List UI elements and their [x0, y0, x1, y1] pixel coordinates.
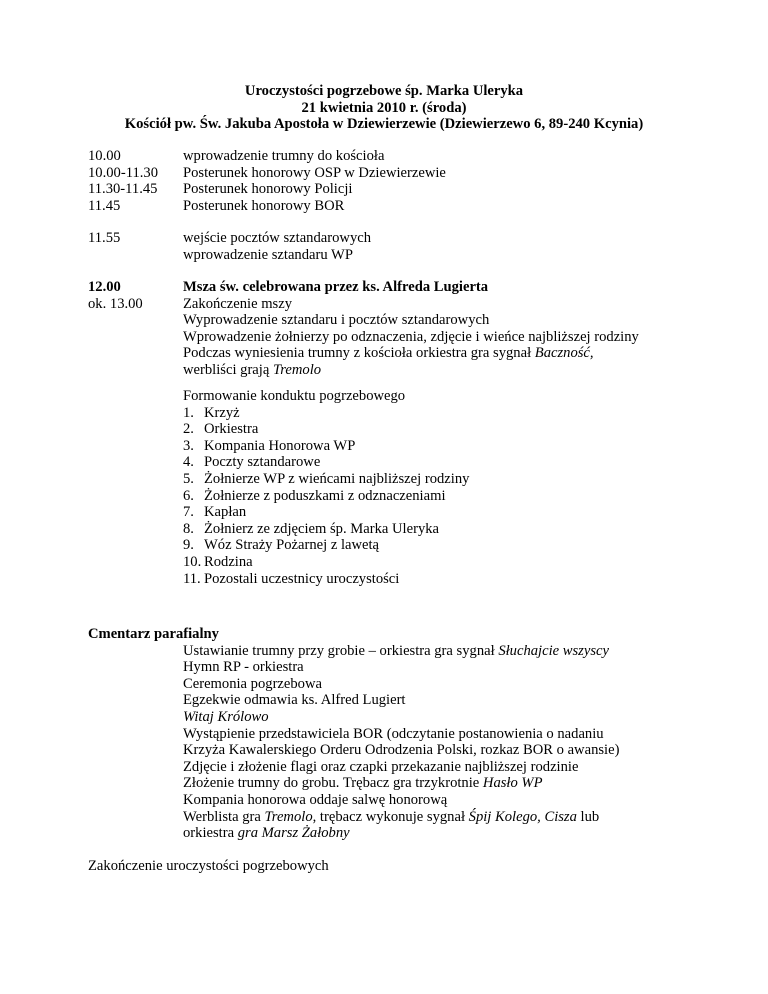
cemetery-line-text: Werblista gra: [183, 808, 265, 825]
mass-title: Msza św. celebrowana przez ks. Alfreda Lugierta: [183, 279, 489, 295]
cemetery-line-italic: Hasło WP: [482, 775, 543, 792]
mass-time: 12.00: [88, 279, 121, 295]
list-text: Kompania Honorowa WP: [204, 437, 356, 454]
mass-times: [88, 279, 183, 312]
list-number: 9.: [183, 537, 194, 554]
cemetery-line-text: orkiestra: [183, 825, 238, 842]
mass-line: [183, 345, 728, 362]
list-text: Żołnierz ze zdjęciem śp. Marka Uleryka: [204, 520, 440, 537]
cemetery-line-text: lub: [576, 808, 600, 825]
cemetery-line-text: Złożenie trumny do grobu. Trębacz gra trzykrotnie: [183, 775, 483, 792]
cemetery-line-italic: Słuchajcie wszyscy: [498, 642, 609, 659]
header-title: Uroczystości pogrzebowe śp. Marka Uleryka: [244, 83, 524, 99]
list-text: Krzyż: [204, 404, 240, 421]
schedule-time: 10.00-11.30: [88, 164, 158, 181]
mass-line: Zakończenie mszy: [183, 295, 292, 312]
mass-line: [183, 362, 728, 379]
cemetery-line-italic: gra Marsz Żałobny: [237, 825, 350, 842]
header-date: 21 kwietnia 2010 r. (środa): [301, 99, 467, 116]
cemetery-line: Egzekwie odmawia ks. Alfred Lugiert: [183, 692, 406, 709]
list-item: [183, 504, 728, 521]
list-number: 3.: [183, 437, 194, 454]
list-text: Rodzina: [204, 553, 253, 570]
list-item: [183, 438, 728, 455]
list-item: [183, 405, 728, 422]
cemetery-title: Cmentarz parafialny: [88, 626, 219, 642]
cemetery-line-text: Ustawianie trumny przy grobie – orkiestra gra sygnał: [183, 642, 499, 659]
list-number: 11.: [183, 570, 201, 587]
cemetery-line-italic: Witaj Królowo: [183, 708, 269, 725]
cemetery-block: [183, 643, 728, 842]
list-text: Pozostali uczestnicy uroczystości: [204, 570, 400, 587]
schedule-time: 11.55: [88, 230, 121, 246]
mass-line-text: Podczas wyniesienia trumny z kościoła orkiestra gra sygnał: [183, 345, 535, 362]
list-number: 10.: [183, 553, 202, 570]
list-number: 5.: [183, 470, 194, 487]
cemetery-line: [183, 825, 728, 842]
cemetery-line: [183, 709, 728, 726]
list-item: [183, 471, 728, 488]
document-header: [0, 83, 768, 133]
procession-block: [183, 388, 728, 587]
list-number: 1.: [183, 404, 194, 421]
mass-line-text: werbliści grają: [183, 361, 273, 378]
mass-line-italic: Tremolo: [272, 361, 322, 378]
schedule-text: wejście pocztów sztandarowych: [183, 230, 372, 246]
procession-list: [183, 405, 728, 588]
schedule-text: Posterunek honorowy Policji: [183, 181, 353, 198]
list-text: Kapłan: [204, 504, 247, 521]
list-number: 2.: [183, 421, 194, 438]
mass-line: Wyprowadzenie sztandaru i pocztów sztandarowych: [183, 312, 490, 329]
list-text: Orkiestra: [204, 421, 259, 438]
cemetery-line-italic: Tremolo: [264, 808, 313, 825]
list-item: [183, 488, 728, 505]
list-number: 7.: [183, 504, 194, 521]
procession-title: Formowanie konduktu pogrzebowego: [183, 388, 406, 404]
list-number: 6.: [183, 487, 194, 504]
header-location: Kościół pw. Św. Jakuba Apostoła w Dziewierzewie (Dziewierzewo 6, 89-240 Kcynia): [124, 116, 644, 133]
schedule-text: Posterunek honorowy OSP w Dziewierzewie: [183, 164, 446, 181]
schedule-text: Posterunek honorowy BOR: [183, 197, 345, 214]
closing-line: Zakończenie uroczystości pogrzebowych: [88, 858, 329, 874]
list-item: [183, 537, 728, 554]
list-text: Żołnierze WP z wieńcami najbliższej rodziny: [204, 470, 470, 487]
schedule-text-block: [183, 230, 728, 263]
list-text: Wóz Straży Pożarnej z lawetą: [204, 537, 380, 554]
cemetery-line: Zdjęcie i złożenie flagi oraz czapki przekazanie najbliższej rodzinie: [183, 758, 579, 775]
cemetery-line: [183, 643, 728, 660]
mass-text-block: [183, 279, 728, 379]
mass-line-italic: Baczność,: [534, 345, 594, 362]
schedule-text: wprowadzenie sztandaru WP: [183, 246, 353, 263]
list-text: Poczty sztandarowe: [204, 454, 321, 471]
list-number: 4.: [183, 454, 194, 471]
schedule-time: 11.30-11.45: [88, 181, 158, 198]
schedule-time: 10.00: [88, 148, 121, 164]
schedule-time: 11.45: [88, 197, 121, 214]
schedule-text: wprowadzenie trumny do kościoła: [183, 148, 385, 164]
cemetery-line: Krzyża Kawalerskiego Orderu Odrodzenia Polski, rozkaz BOR o awansie): [183, 742, 620, 759]
cemetery-line: Wystąpienie przedstawiciela BOR (odczytanie postanowienia o nadaniu: [183, 725, 604, 742]
cemetery-line: [183, 775, 728, 792]
mass-end-time: ok. 13.00: [88, 295, 143, 312]
list-item: [183, 454, 728, 471]
cemetery-line-italic: Śpij Kolego, Cisza: [468, 808, 577, 825]
cemetery-line: Hymn RP - orkiestra: [183, 659, 304, 676]
cemetery-line: Ceremonia pogrzebowa: [183, 675, 322, 692]
list-item: [183, 554, 728, 571]
cemetery-line: Kompania honorowa oddaje salwę honorową: [183, 791, 448, 808]
mass-line: Wprowadzenie żołnierzy po odznaczenia, zdjęcie i wieńce najbliższej rodziny: [183, 328, 639, 345]
list-text: Żołnierze z poduszkami z odznaczeniami: [204, 487, 446, 504]
list-number: 8.: [183, 520, 194, 537]
list-item: [183, 521, 728, 538]
list-item: [183, 421, 728, 438]
cemetery-line: [183, 809, 728, 826]
list-item: [183, 571, 728, 588]
cemetery-line-text: , trębacz wykonuje sygnał: [312, 808, 469, 825]
